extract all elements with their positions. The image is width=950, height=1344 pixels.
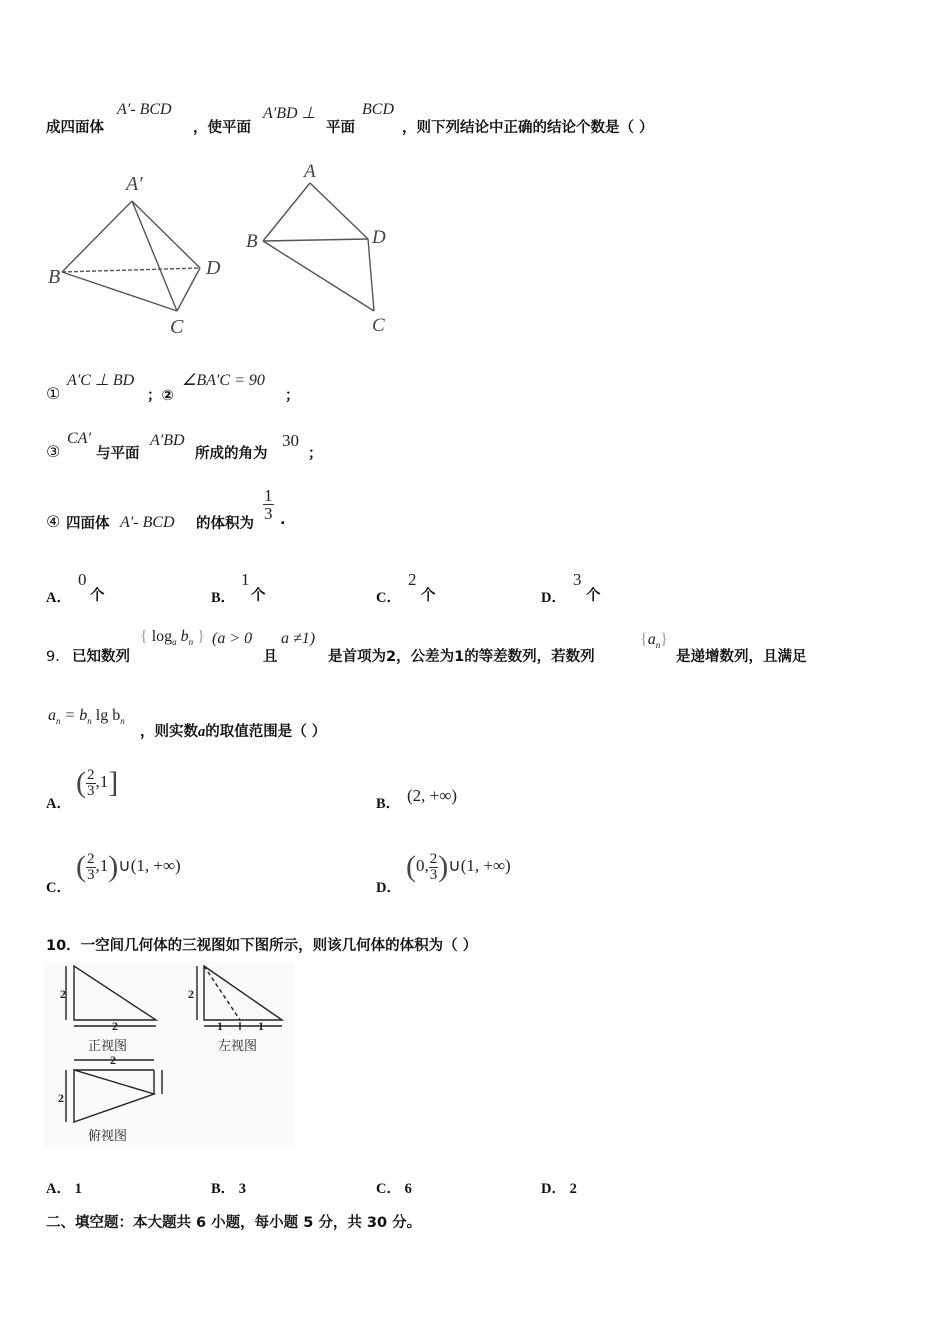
s1-sep: ；② — [147, 388, 174, 404]
q8-tetra-math: A′- BCD — [117, 101, 172, 118]
q9-and: 且 — [263, 649, 278, 665]
q9-cond2: a ≠1) — [281, 630, 316, 647]
front-caption: 正视图 — [88, 1039, 128, 1054]
front-dim-w: 2 — [112, 1019, 118, 1033]
fig2-label-b: B — [246, 231, 258, 252]
s2-math: ∠BA′C = 90 — [182, 372, 265, 389]
q9-number: 9． — [46, 649, 70, 665]
s3-end: ； — [308, 446, 323, 462]
q8-plane2-math: BCD — [362, 101, 394, 118]
s4-text2: 的体积为 — [196, 516, 254, 532]
s4-math: A′- BCD — [120, 514, 175, 531]
q10-stem: 10．一空间几何体的三视图如下图所示，则该几何体的体积为（ ） — [46, 938, 478, 954]
q8-intro-mid: ，使平面 — [193, 120, 251, 136]
q8-intro-pre: 成四面体 — [46, 120, 104, 136]
side-dim-w1: 1 — [217, 1019, 223, 1033]
q8-plane1-math: A′BD ⊥ — [263, 105, 316, 122]
side-dim-h: 2 — [188, 987, 194, 1001]
circled-3: ③ — [46, 442, 61, 461]
q9-seq1: { $\log_a b_n$ } — [140, 628, 205, 648]
s3-math3: 30 — [282, 431, 299, 450]
side-caption: 左视图 — [218, 1039, 258, 1054]
q10-option-a[interactable]: A． 1 — [46, 1181, 82, 1197]
s1-math: A′C ⊥ BD — [67, 372, 135, 389]
circled-4: ④ — [46, 512, 61, 531]
q10-option-c[interactable]: C． 6 — [376, 1181, 412, 1197]
q9-seq2: $\{a_n\}$ — [640, 631, 668, 651]
s3-math2: A′BD — [150, 432, 185, 449]
fig2-label-d: D — [372, 227, 386, 248]
q10-three-views — [44, 962, 294, 1147]
s4-end: . — [280, 512, 286, 528]
s4-text1: 四面体 — [66, 516, 110, 532]
q8-plane-word: 平面 — [326, 120, 355, 136]
fig1-label-a: A′ — [126, 173, 143, 195]
s4-fraction: $\frac{1}{3}$ — [264, 486, 273, 523]
side-dim-w2: 1 — [258, 1019, 264, 1033]
fig1-label-c: C — [170, 316, 184, 338]
q9-text2: 是首项为2，公差为1的等差数列，若数列 — [328, 649, 595, 665]
s3-text1: 与平面 — [96, 446, 140, 462]
fig2-label-a: A — [304, 161, 316, 182]
q8-intro-post: ，则下列结论中正确的结论个数是（ ） — [402, 120, 654, 136]
s2-end: ； — [285, 388, 300, 404]
top-dim-h: 2 — [58, 1091, 64, 1105]
top-dim-w: 2 — [110, 1053, 116, 1067]
fig1-label-b: B — [48, 266, 61, 288]
q9-cond1: (a > 0 — [212, 630, 253, 647]
q8-figure-tetrahedron — [40, 160, 240, 340]
q8-figure-folded — [240, 155, 410, 345]
top-caption: 俯视图 — [88, 1129, 128, 1144]
q10-option-d[interactable]: D． 2 — [541, 1181, 577, 1197]
s3-math: CA′ — [67, 430, 91, 447]
circled-1: ① — [46, 384, 61, 403]
q9-text6: ，则实数a的取值范围是（ ） — [140, 724, 327, 740]
fig2-label-c: C — [372, 315, 385, 336]
q9-formula: $a_n = b_n$ $\lg b_n$ — [48, 707, 125, 727]
section-2-title: 二、填空题：本大题共 6 小题，每小题 5 分，共 30 分。 — [46, 1215, 422, 1231]
front-dim-h: 2 — [60, 987, 66, 1001]
fig1-label-d: D — [206, 257, 221, 279]
q10-option-b[interactable]: B． 3 — [211, 1181, 247, 1197]
s3-text2: 所成的角为 — [195, 446, 268, 462]
q9-text1: 已知数列 — [72, 649, 130, 665]
q9-text5: 是递增数列，且满足 — [676, 649, 807, 665]
